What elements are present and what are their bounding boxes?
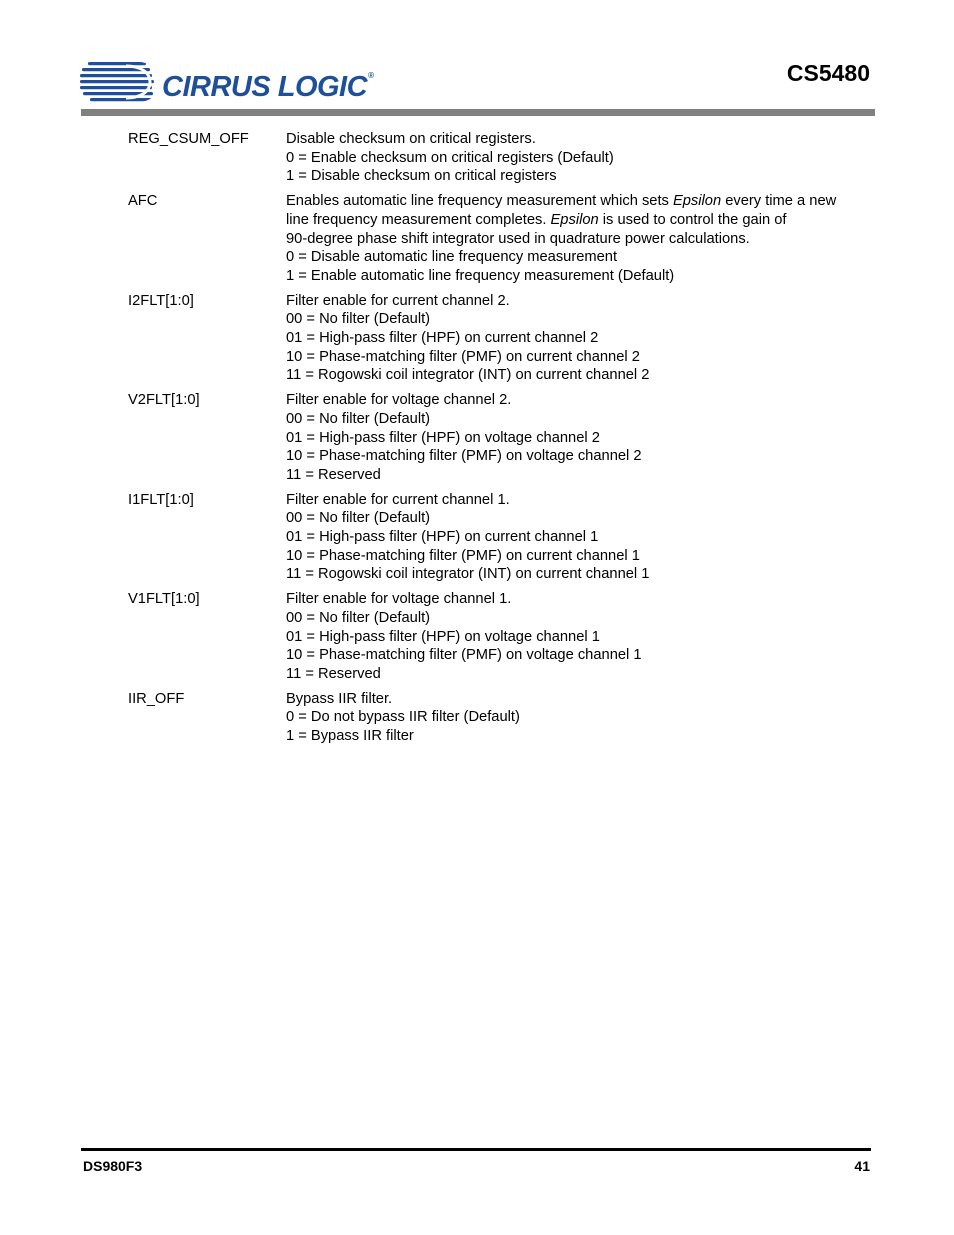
register-field-list: [128, 130, 873, 752]
epsilon-term: Epsilon: [550, 211, 599, 228]
epsilon-term: Epsilon: [672, 193, 722, 210]
field-reg-csum-off: [128, 130, 873, 186]
description-line: 11 = Reserved: [286, 665, 381, 682]
document-number: DS980F3: [83, 1158, 143, 1174]
description-line: 00 = No filter (Default): [286, 410, 431, 427]
field-i1flt: [128, 491, 873, 585]
description-line: Filter enable for current channel 1.: [286, 491, 510, 508]
description-line: Bypass IIR filter.: [286, 690, 393, 707]
description-line: 1 = Bypass IIR filter: [286, 728, 414, 745]
description-line: 11 = Rogowski coil integrator (INT) on current channel 1: [286, 566, 650, 583]
description-line: line frequency measurement completes. Epsilon is used to control the gain of: [286, 211, 787, 228]
field-name: IIR_OFF: [128, 690, 185, 707]
description-line: 10 = Phase-matching filter (PMF) on voltage channel 1: [286, 647, 642, 664]
field-name: V1FLT[1:0]: [128, 591, 200, 608]
description-line: 1 = Disable checksum on critical registers: [286, 168, 557, 185]
header-divider: [81, 109, 875, 116]
field-description: [286, 491, 873, 585]
field-name: AFC: [128, 193, 158, 210]
description-line: 00 = No filter (Default): [286, 510, 431, 527]
field-description: [286, 590, 873, 684]
field-v2flt: [128, 391, 873, 485]
description-line: 0 = Do not bypass IIR filter (Default): [286, 709, 520, 726]
logo-text: CIRRUS LOGIC®: [162, 71, 374, 103]
description-line: 1 = Enable automatic line frequency measurement (Default): [286, 267, 675, 284]
footer-divider: [81, 1148, 871, 1151]
description-line: 10 = Phase-matching filter (PMF) on voltage channel 2: [286, 448, 642, 465]
description-line: 90-degree phase shift integrator used in quadrature power calculations.: [286, 230, 750, 247]
description-line: 01 = High-pass filter (HPF) on current channel 2: [286, 330, 599, 347]
field-name: I1FLT[1:0]: [128, 491, 194, 508]
field-v1flt: [128, 590, 873, 684]
description-line: 0 = Enable checksum on critical registers (Default): [286, 149, 614, 166]
field-description: [286, 292, 873, 386]
description-line: Filter enable for current channel 2.: [286, 292, 510, 309]
description-line: 0 = Disable automatic line frequency measurement: [286, 249, 618, 266]
field-description: [286, 391, 873, 485]
description-line: 00 = No filter (Default): [286, 311, 431, 328]
description-line: Enables automatic line frequency measurement which sets Epsilon every time a new: [286, 193, 837, 210]
company-logo: [80, 56, 380, 108]
description-line: 00 = No filter (Default): [286, 609, 431, 626]
document-title: CS5480: [786, 60, 870, 86]
description-line: Disable checksum on critical registers.: [286, 131, 536, 147]
field-name: REG_CSUM_OFF: [128, 131, 249, 147]
field-description: [286, 130, 873, 186]
description-line: 01 = High-pass filter (HPF) on voltage channel 1: [286, 628, 600, 645]
field-i2flt: [128, 292, 873, 386]
description-line: 01 = High-pass filter (HPF) on voltage channel 2: [286, 429, 600, 446]
description-line: 11 = Rogowski coil integrator (INT) on current channel 2: [286, 367, 650, 384]
field-description: [286, 192, 873, 286]
description-line: 10 = Phase-matching filter (PMF) on current channel 2: [286, 348, 640, 365]
field-iir-off: [128, 690, 873, 746]
field-name: V2FLT[1:0]: [128, 392, 200, 409]
field-description: [286, 690, 873, 746]
description-line: 11 = Reserved: [286, 466, 381, 483]
description-line: 01 = High-pass filter (HPF) on current channel 1: [286, 529, 599, 546]
description-line: 10 = Phase-matching filter (PMF) on current channel 1: [286, 547, 640, 564]
description-line: Filter enable for voltage channel 2.: [286, 392, 512, 409]
description-line: Filter enable for voltage channel 1.: [286, 591, 512, 608]
page-number: 41: [854, 1158, 870, 1174]
field-afc: [128, 192, 873, 286]
field-name: I2FLT[1:0]: [128, 292, 194, 309]
cirrus-logic-swirl-icon: [80, 56, 164, 108]
